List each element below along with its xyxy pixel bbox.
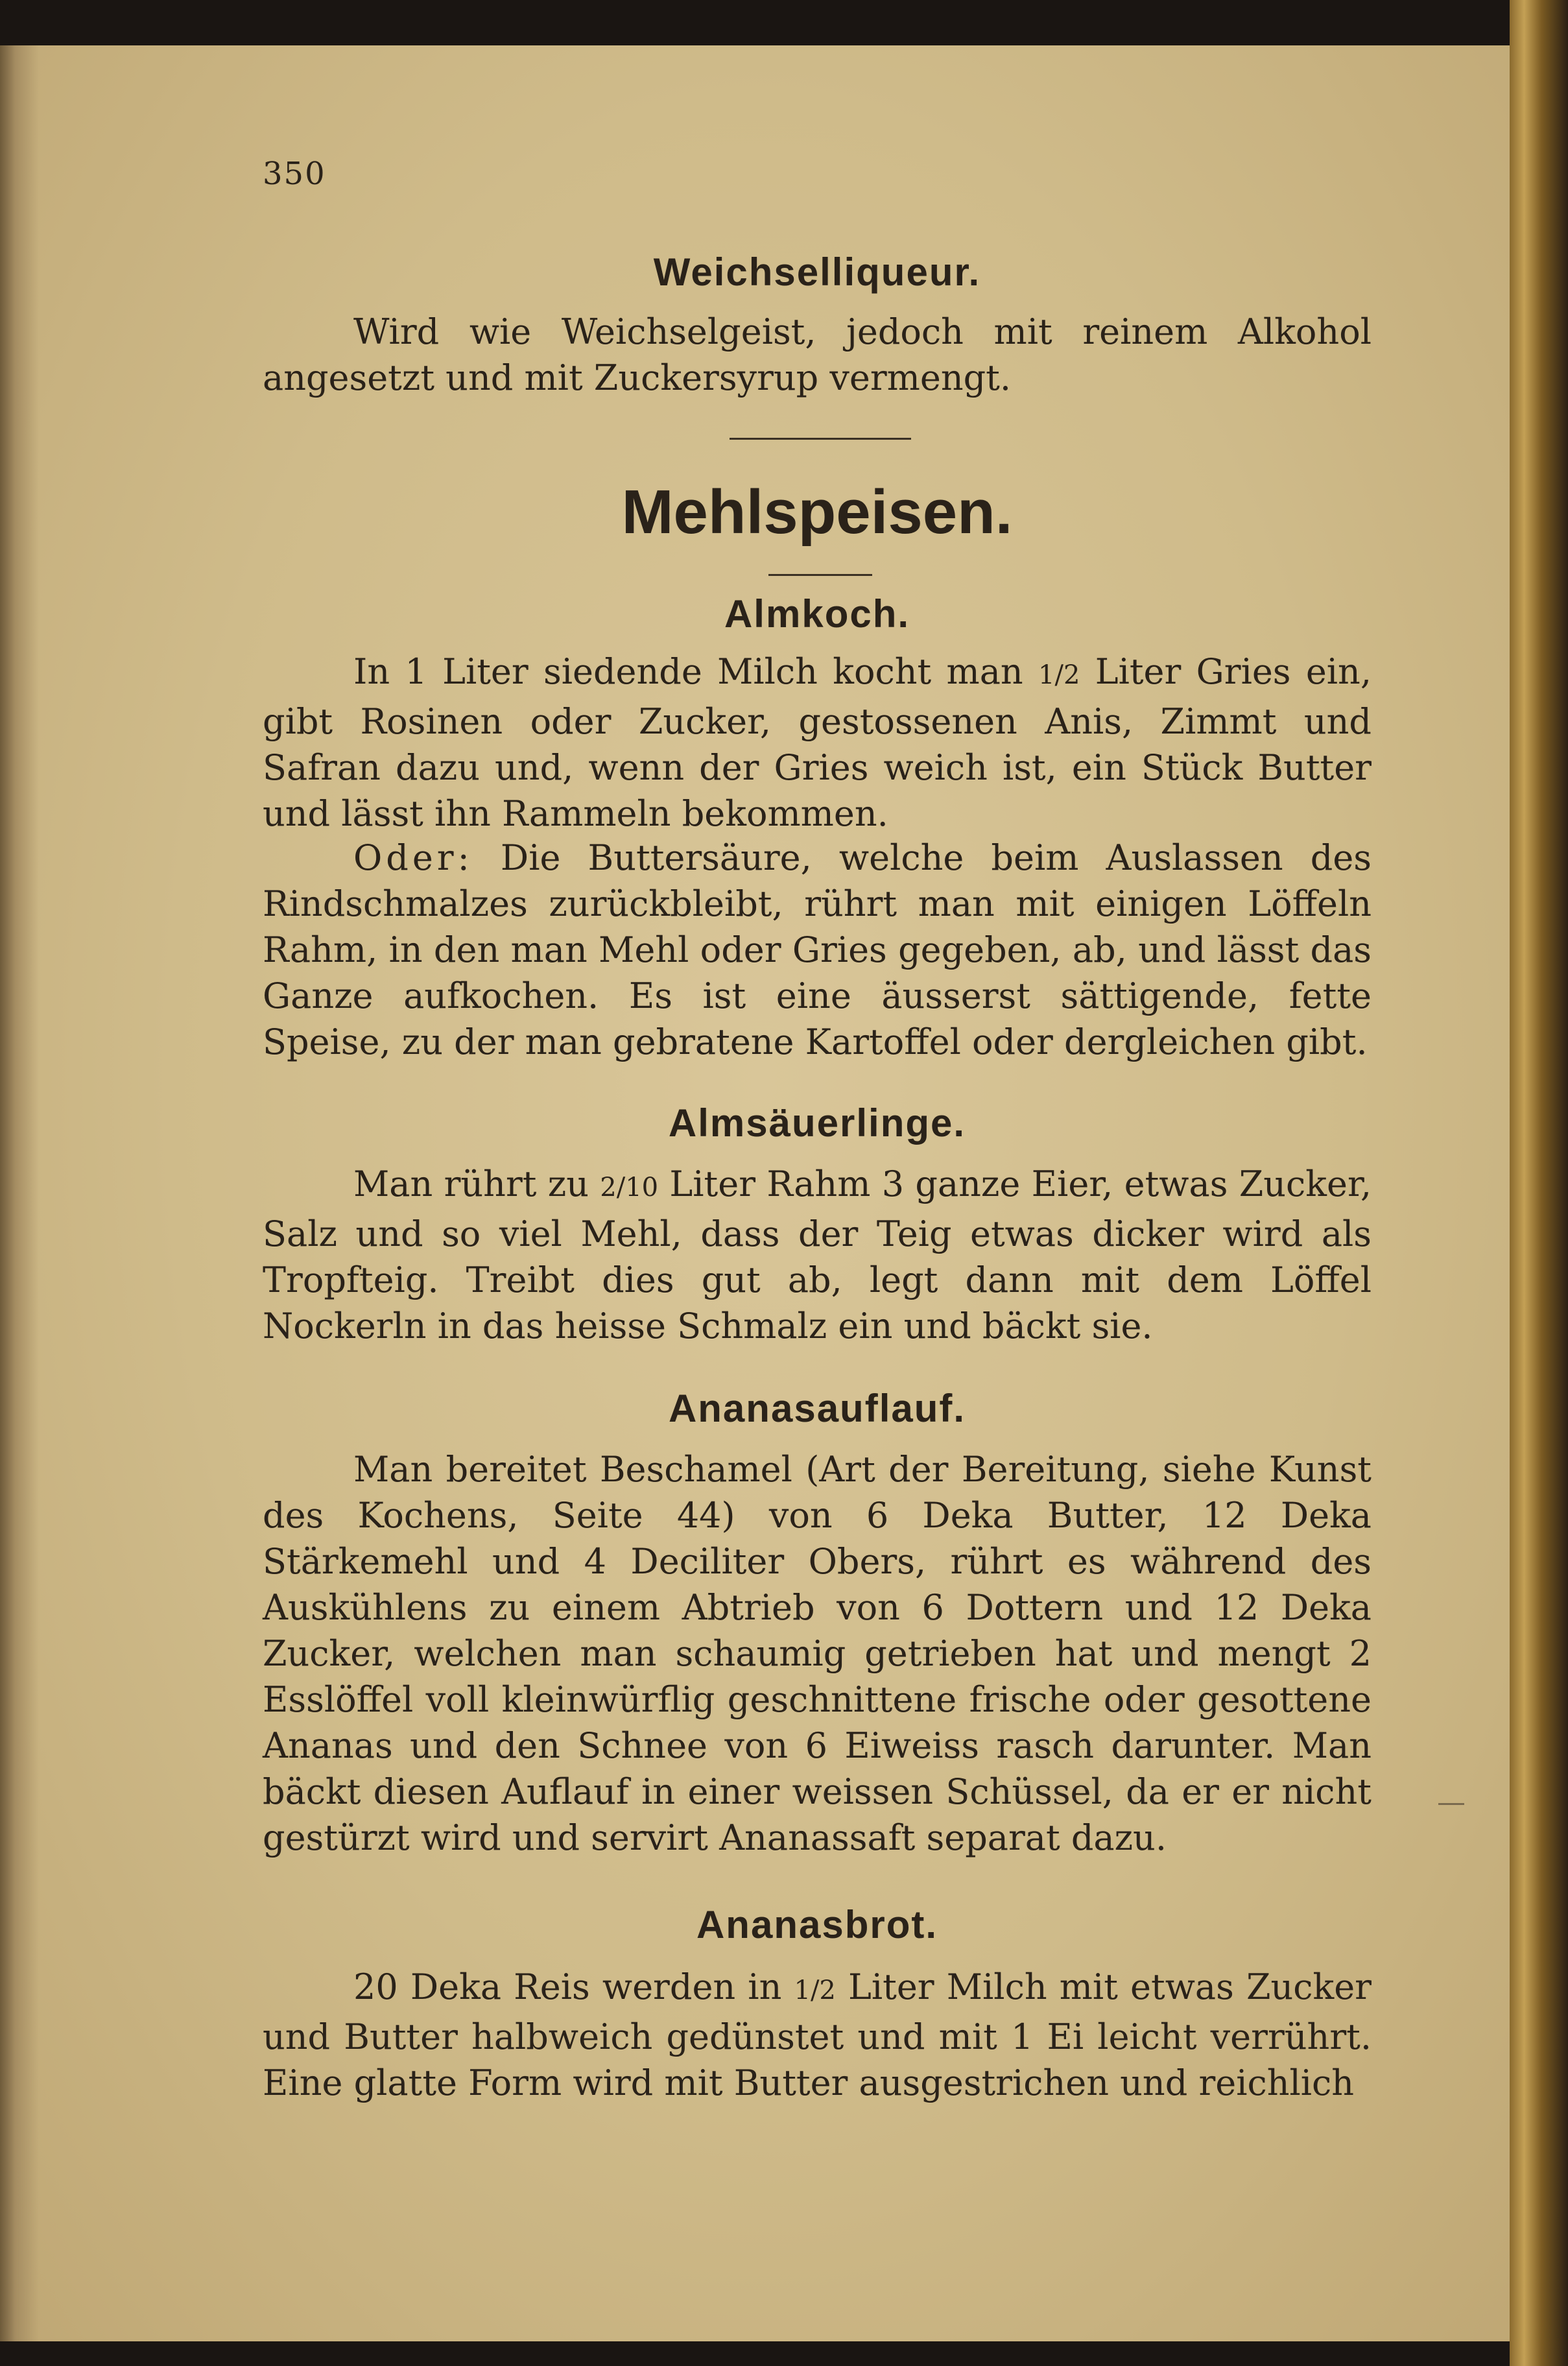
oder-lead: Oder: <box>353 837 473 878</box>
fraction-half: 1/2 <box>1038 660 1080 690</box>
almsaeuerlinge-text-b: Liter Rahm 3 ganze Eier, etwas Zucker, Salz und so viel Mehl, dass der Teig etwas dicker wird als Tropfteig. Treibt dies gut ab, legt dann mit dem Löffel Nockerln in das heisse Schmalz ein und bäckt sie. <box>263 1164 1372 1346</box>
almkoch-text-c: Die Buttersäure, welche beim Auslassen des Rindschmalzes zurückbleibt, rührt man mit einigen Löffeln Rahm, in den man Mehl oder Gries gegeben, ab, und lässt das Ganze aufkochen. Es ist eine äusserst sättigende, fette Speise, zu der man gebratene Kartoffel oder dergleichen gibt. <box>263 837 1372 1062</box>
ananasbrot-text-b: Liter Milch mit etwas Zucker und Butter halbweich gedünstet und mit 1 Ei leicht verrührt. Eine glatte Form wird mit Butter ausgestrichen und reichlich <box>263 1966 1372 2103</box>
almkoch-text-a: In 1 Liter siedende Milch kocht man <box>353 651 1039 692</box>
divider-rule-short <box>768 574 872 576</box>
book-spine <box>1510 0 1568 2366</box>
almkoch-text-b: Liter Gries ein, gibt Rosinen oder Zucker, gestossenen Anis, Zimmt und Safran dazu und, wenn der Gries weich ist, ein Stück Butter und lässt ihn Rammeln bekommen. <box>263 651 1372 834</box>
heading-weichselliqueur: Weichselliqueur. <box>653 250 981 294</box>
paragraph-ananasbrot <box>263 1964 1372 2106</box>
paragraph-almkoch-2 <box>263 835 1372 1065</box>
ananasbrot-text-a: 20 Deka Reis werden in <box>353 1966 794 2007</box>
divider-rule <box>730 438 911 440</box>
paragraph-weichselliqueur: Wird wie Weichselgeist, jedoch mit reinem Alkohol angesetzt und mit Zuckersyrup vermengt. <box>263 311 1372 398</box>
paragraph-almkoch-1 <box>263 649 1372 837</box>
page-number: 350 <box>263 156 326 192</box>
section-title-mehlspeisen: Mehlspeisen. <box>621 477 1013 547</box>
heading-almsaeuerlinge: Almsäuerlinge. <box>668 1101 966 1145</box>
fraction-half-2: 1/2 <box>794 1976 836 2005</box>
heading-ananasbrot: Ananasbrot. <box>696 1903 938 1946</box>
paragraph-almsaeuerlinge <box>263 1161 1372 1349</box>
almsaeuerlinge-text-a: Man rührt zu <box>353 1164 600 1204</box>
fraction-two-tenths: 2/10 <box>600 1173 659 1202</box>
margin-mark <box>1438 1803 1464 1805</box>
heading-almkoch: Almkoch. <box>724 592 910 636</box>
paragraph-ananasauflauf: Man bereitet Beschamel (Art der Bereitung, siehe Kunst des Kochens, Seite 44) von 6 Deka Butter, 12 Deka Stärkemehl und 4 Deciliter Obers, rührt es während des Auskühlens zu einem Abtrieb von 6 Dottern und 12 Deka Zucker, welchen man schaumig getrieben hat und mengt 2 Esslöffel voll kleinwürflig geschnittene frische oder gesottene Ananas und den Schnee von 6 Eiweiss rasch darunter. Man bäckt diesen Auflauf in einer weissen Schüssel, da er er nicht gestürzt wird und servirt Ananassaft separat dazu. <box>263 1449 1372 1858</box>
heading-ananasauflauf: Ananasauflauf. <box>668 1387 966 1430</box>
